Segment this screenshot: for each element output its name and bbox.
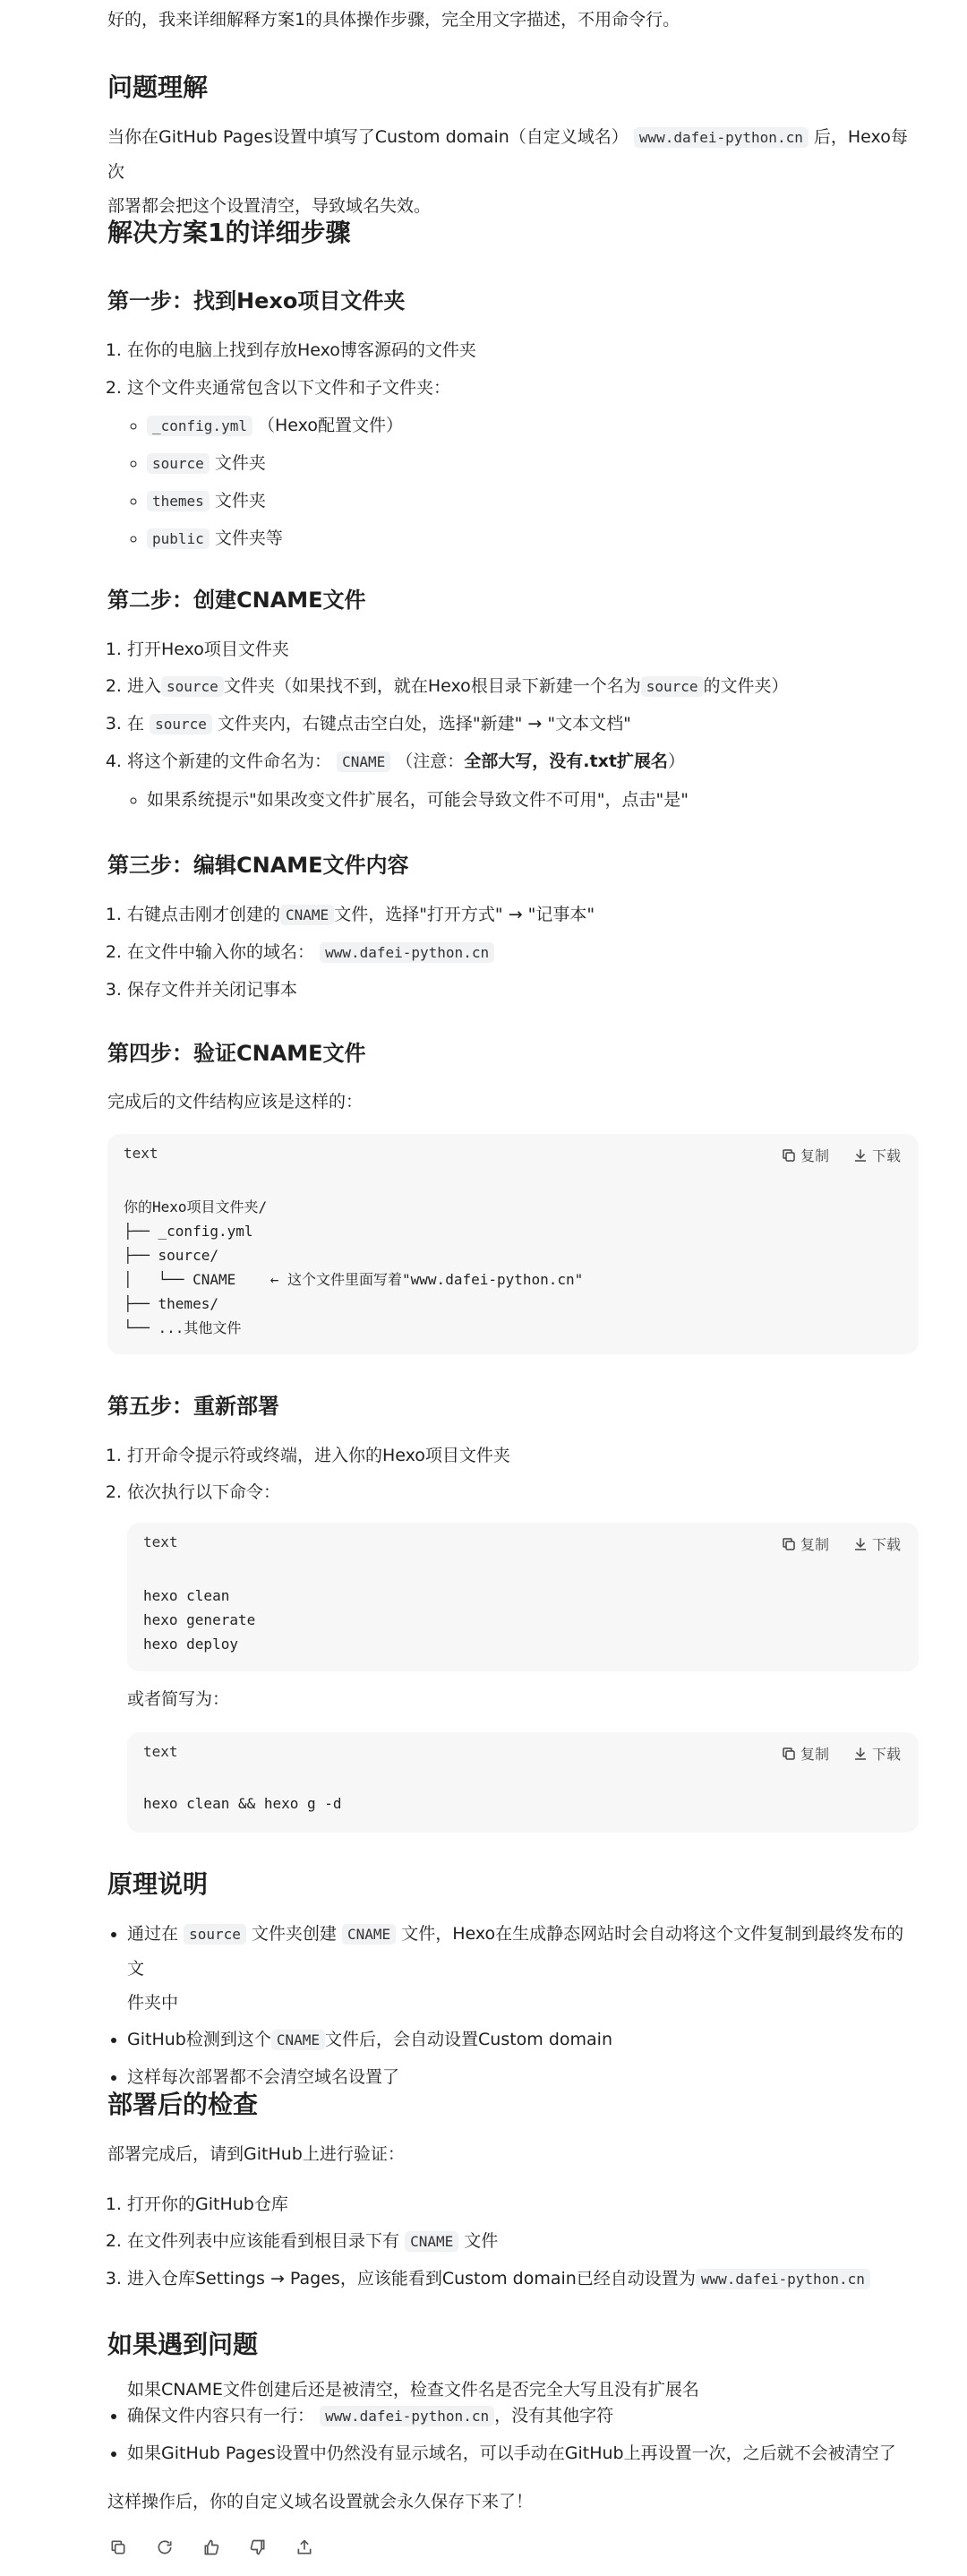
code-content: 你的Hexo项目文件夹/ ├── _config.yml ├── source/ │ └── CNAME ← 这个文件里面写着"www.dafei-python.cn" ├── themes/ └── ...其他文件 <box>124 1198 584 1336</box>
list-item: ◦ source 文件夹 <box>147 446 917 481</box>
problem-title: 问题理解 <box>107 73 209 102</box>
download-button[interactable]: 下载 <box>852 1533 901 1554</box>
list-item: 4. 将这个新建的文件命名为： CNAME （注意：全部大写，没有.txt扩展名） <box>127 744 933 779</box>
list-item: 3. 进入仓库Settings → Pages，应该能看到Custom domain已经自动设置为 www.dafei-python.cn <box>127 2262 919 2297</box>
list-item: • 如果GitHub Pages设置中仍然没有显示域名，可以手动在GitHub上再设置一次，之后就不会被清空了 <box>127 2436 919 2470</box>
code-block-tree <box>107 1134 919 1354</box>
list-item: 1. 打开你的GitHub仓库 <box>127 2187 919 2221</box>
copy-icon <box>781 1147 797 1163</box>
code-block-short <box>127 1732 919 1833</box>
list-item: • 确保文件内容只有一行： www.dafei-python.cn ，没有其他字符 <box>127 2399 919 2434</box>
code-content: hexo clean && hexo g -d <box>143 1795 342 1812</box>
list-item: 2. 依次执行以下命令： <box>127 1475 915 1509</box>
list-item: • GitHub检测到这个 CNAME 文件后，会自动设置Custom domain <box>127 2022 919 2057</box>
like-button[interactable] <box>201 2537 222 2558</box>
list-item: ◦ 如果系统提示"如果改变文件扩展名，可能会导致文件不可用"，点击"是" <box>147 783 917 817</box>
step1-list <box>107 333 915 405</box>
step5-list <box>107 1438 915 1509</box>
list-item: 1. 打开命令提示符或终端，进入你的Hexo项目文件夹 <box>127 1438 915 1473</box>
check-list <box>107 2187 919 2297</box>
list-item: ◦ public 文件夹等 <box>147 521 917 556</box>
step4-text: 完成后的文件结构应该是这样的： <box>107 1092 364 1112</box>
list-item: 1. 右键点击刚才创建的 CNAME 文件，选择"打开方式" → "记事本" <box>127 897 915 932</box>
download-icon <box>852 1147 869 1163</box>
check-title: 部署后的检查 <box>107 2090 259 2119</box>
refresh-icon <box>156 2538 174 2556</box>
share-button[interactable] <box>294 2537 315 2558</box>
list-item: • 通过在 source 文件夹创建 CNAME 文件，Hexo在生成静态网站时会自动将这个文件复制到最终发布的文 件夹中 <box>127 1917 919 2020</box>
download-button[interactable]: 下载 <box>852 1145 901 1165</box>
step1-title: 第一步：找到Hexo项目文件夹 <box>107 288 406 313</box>
copy-icon <box>781 1536 797 1552</box>
step2-sublist <box>107 783 917 817</box>
issues-title: 如果遇到问题 <box>107 2330 259 2359</box>
step4-title: 第四步：验证CNAME文件 <box>107 1041 366 1066</box>
step2-title: 第二步：创建CNAME文件 <box>107 588 366 613</box>
thumbs-down-icon <box>249 2538 267 2556</box>
step1-sublist <box>107 408 917 556</box>
list-item: ◦ themes 文件夹 <box>147 484 917 519</box>
thumbs-up-icon <box>202 2538 220 2556</box>
check-text: 部署完成后，请到GitHub上进行验证： <box>107 2144 405 2164</box>
copy-message-button[interactable] <box>107 2537 129 2558</box>
intro-text: 好的，我来详细解释方案1的具体操作步骤，完全用文字描述，不用命令行。 <box>107 10 680 30</box>
step2-list <box>107 632 933 779</box>
step3-title: 第三步：编辑CNAME文件内容 <box>107 853 409 878</box>
download-button[interactable]: 下载 <box>852 1743 901 1764</box>
step5-title: 第五步：重新部署 <box>107 1394 279 1419</box>
dislike-button[interactable] <box>247 2537 269 2558</box>
message-actions <box>107 2537 315 2558</box>
list-item: 3. 在 source 文件夹内，右键点击空白处，选择"新建" → "文本文档" <box>127 707 933 742</box>
closing-text: 这样操作后，你的自定义域名设置就会永久保存下来了！ <box>107 2492 534 2512</box>
or-text: 或者简写为： <box>127 1689 230 1709</box>
list-item: ◦ _config.yml （Hexo配置文件） <box>147 408 917 443</box>
principle-title: 原理说明 <box>107 1869 209 1899</box>
code-content: hexo clean hexo generate hexo deploy <box>143 1587 256 1653</box>
download-icon <box>852 1536 869 1552</box>
code-language: text <box>124 1145 158 1162</box>
copy-icon <box>781 1746 797 1762</box>
list-item: 2. 进入 source 文件夹（如果找不到，就在Hexo根目录下新建一个名为 source 的文件夹） <box>127 669 933 704</box>
download-icon <box>852 1746 869 1762</box>
list-item: 2. 在文件中输入你的域名： www.dafei-python.cn <box>127 935 915 970</box>
domain-code: www.dafei-python.cn <box>634 127 809 148</box>
list-item: 1. 打开Hexo项目文件夹 <box>127 632 933 666</box>
principle-list <box>107 1917 919 2094</box>
code-language: text <box>143 1743 178 1760</box>
solution-title: 解决方案1的详细步骤 <box>107 218 351 247</box>
share-icon <box>295 2538 313 2556</box>
list-item: • 如果CNAME文件创建后还是被清空，检查文件名是否完全大写且没有扩展名 <box>127 2377 919 2399</box>
copy-button[interactable]: 复制 <box>781 1145 829 1165</box>
code-block-commands <box>127 1523 919 1671</box>
list-item: 3. 保存文件并关闭记事本 <box>127 973 915 1007</box>
issues-list <box>107 2377 919 2470</box>
list-item: 2. 在文件列表中应该能看到根目录下有 CNAME 文件 <box>127 2224 919 2259</box>
list-item: 2. 这个文件夹通常包含以下文件和子文件夹： <box>127 371 915 405</box>
copy-button[interactable]: 复制 <box>781 1533 829 1554</box>
copy-icon <box>109 2538 127 2556</box>
step3-list <box>107 897 915 1007</box>
problem-text: 当你在GitHub Pages设置中填写了Custom domain（自定义域名） www.dafei-python.cn 后，Hexo每次 部署都会把这个设置清空，导致域名失效。 <box>107 127 908 216</box>
list-item: • 这样每次部署都不会清空域名设置了 <box>127 2060 919 2094</box>
code-language: text <box>143 1533 178 1550</box>
regenerate-button[interactable] <box>154 2537 175 2558</box>
list-item: 1. 在你的电脑上找到存放Hexo博客源码的文件夹 <box>127 333 915 367</box>
copy-button[interactable]: 复制 <box>781 1743 829 1764</box>
